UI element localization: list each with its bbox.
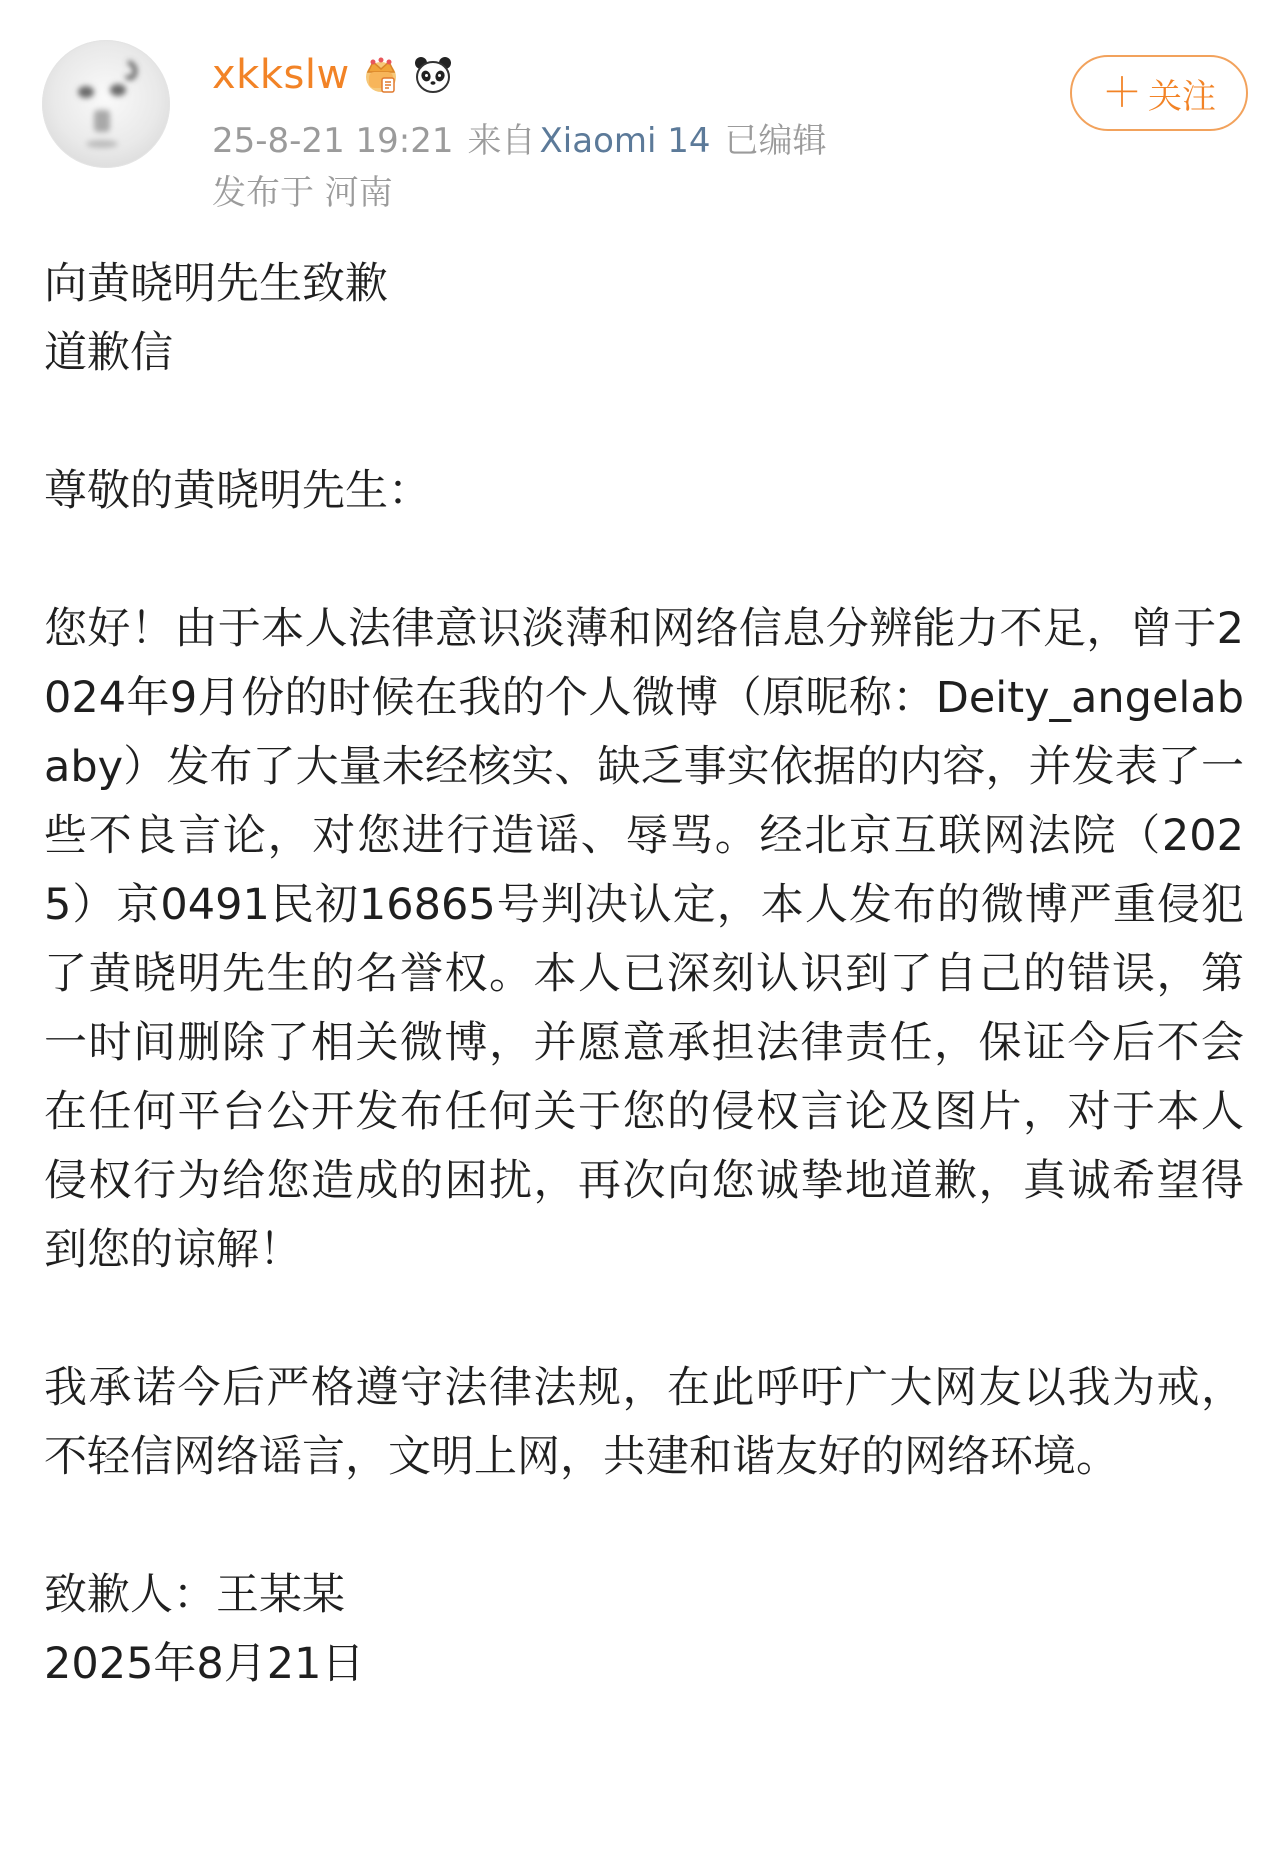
- spacer: [44, 1492, 1244, 1561]
- letter-body: 您好！由于本人法律意识淡薄和网络信息分辨能力不足，曾于2024年9月份的时候在我的个人微博（原昵称：Deity_angelababy）发布了大量未经核实、缺乏事实依据的内容，并发表了一些不良言论，对您进行造谣、辱骂。经北京互联网法院（2025）京0491民初16865号判决认定，本人发布的微博严重侵犯了黄晓明先生的名誉权。本人已深刻认识到了自己的错误，第一时间删除了相关微博，并愿意承担法律责任，保证今后不会在任何平台公开发布任何关于您的侵权言论及图片，对于本人侵权行为给您造成的困扰，再次向您诚挚地道歉，真诚希望得到您的谅解！: [44, 604, 1244, 1275]
- source-prefix: 来自: [467, 121, 536, 161]
- plus-icon: ＋: [1102, 70, 1142, 116]
- letter-signature: 致歉人：王某某: [44, 1570, 345, 1620]
- post-header: [0, 0, 1284, 220]
- spacer: [44, 388, 1244, 457]
- spacer: [44, 526, 1244, 595]
- letter-subtitle: 道歉信: [44, 328, 173, 378]
- letter-salutation: 尊敬的黄晓明先生：: [44, 466, 431, 516]
- spacer: [44, 1285, 1244, 1354]
- post-content: [44, 250, 1244, 1699]
- username-row: [212, 50, 454, 100]
- edited-label[interactable]: 已编辑: [724, 121, 827, 161]
- letter-pledge: 我承诺今后严格遵守法律法规，在此呼吁广大网友以我为戒，不轻信网络谣言，文明上网，共建和谐友好的网络环境。: [44, 1363, 1244, 1482]
- device-link[interactable]: Xiaomi 14: [539, 121, 711, 161]
- letter-title: 向黄晓明先生致歉: [44, 259, 388, 309]
- letter-date: 2025年8月21日: [44, 1639, 365, 1689]
- avatar[interactable]: [42, 40, 170, 168]
- post-meta: [212, 118, 827, 164]
- panda-icon[interactable]: [412, 54, 454, 96]
- post-timestamp: 25-8-21 19:21: [212, 121, 454, 161]
- blurred-avatar-icon: [42, 40, 170, 168]
- username[interactable]: xkkslw: [212, 52, 350, 98]
- post-location: 发布于 河南: [212, 173, 393, 213]
- follow-button[interactable]: [1070, 55, 1248, 131]
- crown-membership-icon[interactable]: [360, 54, 402, 96]
- follow-label: 关注: [1148, 76, 1216, 117]
